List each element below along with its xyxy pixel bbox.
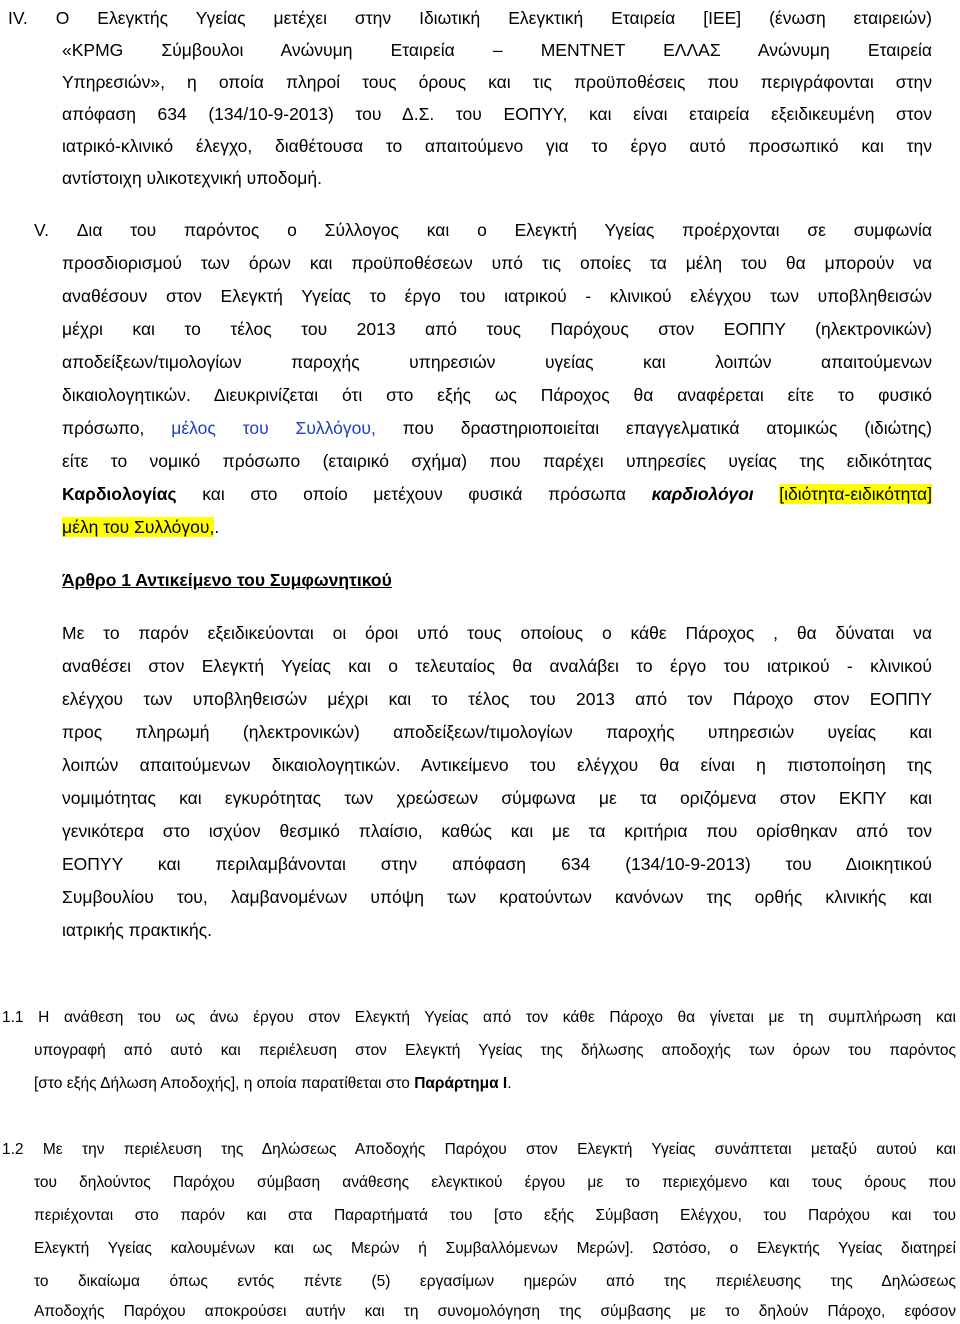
clause-1-1-period: . <box>507 1075 512 1092</box>
section-v-line-2: προσδιορισμού των όρων και προϋποθέσεων υπό τις οποίες τα μέλη του θα μπορούν να <box>62 253 932 273</box>
article-1-line-1: Με το παρόν εξειδικεύονται οι όροι υπό τους οποίους ο κάθε Πάροχος , θα δύναται να <box>62 623 932 643</box>
cardiologists-bold-italic: καρδιολόγοι <box>651 484 754 504</box>
clause-1-2-line-3: περιέχονται στο παρόν και στα Παραρτήματά του [στο εξής Σύμβαση Ελέγχου, του Παρόχου και του <box>34 1207 956 1224</box>
clause-1-2-line-1: 1.2 Με την περιέλευση της Δηλώσεως Αποδοχής Παρόχου στον Ελεγκτή Υγείας συνάπτεται μεταξύ αυτού και <box>2 1141 956 1158</box>
line9-space <box>754 484 780 504</box>
clause-1-1-line-1: 1.1 Η ανάθεση του ως άνω έργου στον Ελεγκτή Υγείας από τον κάθε Πάροχο θα γίνεται με τη συμπλήρωση και <box>2 1009 956 1026</box>
clause-1-2-line-4: Ελεγκτή Υγείας καλουμένων και ως Μερών ή Συμβαλλόμενων Μερών]. Ωστόσο, ο Ελεγκτής Υγείας διατηρεί <box>34 1240 956 1257</box>
article-1-line-4: προς πληρωμή (ηλεκτρονικών) αποδείξεων/τιμολογίων παροχής υπηρεσιών υγείας και <box>62 722 932 742</box>
article-1-line-5: λοιπών απαιτούμενων δικαιολογητικών. Αντικείμενο του ελέγχου θα είναι η πιστοποίηση της <box>62 755 932 775</box>
section-v-line-5: αποδείξεων/τιμολογίων παροχής υπηρεσιών υγείας και λοιπών απαιτούμενων <box>62 352 932 372</box>
article-1-line-7: γενικότερα στο ισχύον θεσμικό πλαίσιο, καθώς και με τα κριτήρια που ορίσθηκαν από τον <box>62 821 932 841</box>
section-iv-line-2: «KPMG Σύμβουλοι Ανώνυμη Εταιρεία – ΜΕΝΤΝΕΤ ΕΛΛΑΣ Ανώνυμη Εταιρεία <box>62 40 932 60</box>
clause-1-2-line-6: Αποδοχής Παρόχου αποκρούσει αυτήν και τη συνομολόγηση της σύμβασης με το δηλούν Πάροχο, εφόσον <box>34 1303 956 1320</box>
clause-1-2-line-5: το δικαίωμα όπως εντός πέντε (5) εργασίμων ημερών από της περιέλευσης της Δηλώσεως <box>34 1273 956 1290</box>
section-v-line-9 <box>62 482 932 506</box>
article-1-line-3: ελέγχου των υποβληθεισών μέχρι και το τέλος του 2013 από τον Πάροχο στον ΕΟΠΠΥ <box>62 689 932 709</box>
member-link: μέλος του Συλλόγου, <box>171 418 376 438</box>
section-v-line-10 <box>62 515 219 539</box>
clause-1-1-line-3 <box>34 1072 512 1096</box>
line7-text-a: πρόσωπο, <box>62 418 172 438</box>
article-1-heading: Άρθρο 1 Αντικείμενο του Συμφωνητικού <box>62 570 392 590</box>
section-v-line-4: μέχρι και το τέλος του 2013 από τους Παρόχους στον ΕΟΠΠΥ (ηλεκτρονικών) <box>62 319 932 339</box>
line10-period: . <box>214 517 220 537</box>
article-1-line-10: ιατρικής πρακτικής. <box>62 920 213 940</box>
line7-text-b: που δραστηριοποιείται επαγγελματικά ατομικώς (ιδιώτης) <box>375 418 932 438</box>
line9-text-mid: και στο οποίο μετέχουν φυσικά πρόσωπα <box>176 484 652 504</box>
annex-reference: Παράρτημα Ι <box>414 1075 508 1092</box>
section-v-line-7 <box>62 416 932 440</box>
article-1-line-8: ΕΟΠΥΥ και περιλαμβάνονται στην απόφαση 634 (134/10-9-2013) του Διοικητικού <box>62 854 932 874</box>
clause-1-1-text: [στο εξής Δήλωση Αποδοχής], η οποία παρατίθεται στο <box>34 1075 415 1092</box>
section-v-line-8: είτε το νομικό πρόσωπο (εταιρικό σχήμα) που παρέχει υπηρεσίες υγείας της ειδικότητας <box>62 451 932 471</box>
highlight-specialty: [ιδιότητα-ειδικότητα] <box>779 484 932 504</box>
section-iv-line-3: Υπηρεσιών», η οποία πληροί τους όρους και τις προϋποθέσεις που περιγράφονται στην <box>62 72 932 92</box>
specialty-bold: Καρδιολογίας <box>62 484 177 504</box>
section-v-line-6: δικαιολογητικών. Διευκρινίζεται ότι στο εξής ως Πάροχος θα αναφέρεται είτε το φυσικό <box>62 385 932 405</box>
section-v-line-1: V. Δια του παρόντος ο Σύλλογος και ο Ελεγκτή Υγείας προέρχονται σε συμφωνία <box>34 220 932 240</box>
article-1-line-2: αναθέσει στον Ελεγκτή Υγείας και ο τελευταίος θα αναλάβει το έργο του ιατρικού - κλινικού <box>62 656 932 676</box>
section-iv-line-4: απόφαση 634 (134/10-9-2013) του Δ.Σ. του ΕΟΠΥΥ, και είναι εταιρεία εξειδικευμένη στον <box>62 104 932 124</box>
section-iv-line-1: IV. Ο Ελεγκτής Υγείας μετέχει στην Ιδιωτική Ελεγκτική Εταιρεία [ΙΕΕ] (ένωση εταιρειών) <box>8 8 932 28</box>
article-1-line-9: Συμβουλίου του, λαμβανομένων υπόψη των κρατούντων κανόνων της ορθής κλινικής και <box>62 887 932 907</box>
clause-1-2-line-2: του δηλούντος Παρόχου σύμβαση ανάθεσης ελεγκτικού έργου με το περιεχόμενο και τους όρους που <box>34 1174 956 1191</box>
section-iv-line-6: αντίστοιχη υλικοτεχνική υποδομή. <box>62 168 322 188</box>
article-1-line-6: νομιμότητας και εγκυρότητας των χρεώσεων σύμφωνα με τα οριζόμενα στον ΕΚΠΥ και <box>62 788 932 808</box>
section-v-line-3: αναθέσουν στον Ελεγκτή Υγείας το έργο του ιατρικού - κλινικού ελέγχου των υποβληθεισών <box>62 286 932 306</box>
section-iv-line-5: ιατρικό-κλινικό έλεγχο, διαθέτουσα το απαιτούμενο για το έργο αυτό προσωπικό και την <box>62 136 932 156</box>
clause-1-1-line-2: υπογραφή από αυτό και περιέλευση στον Ελεγκτή Υγείας της δήλωσης αποδοχής των όρων του παρόντος <box>34 1042 956 1059</box>
highlight-members: μέλη του Συλλόγου, <box>62 517 215 537</box>
